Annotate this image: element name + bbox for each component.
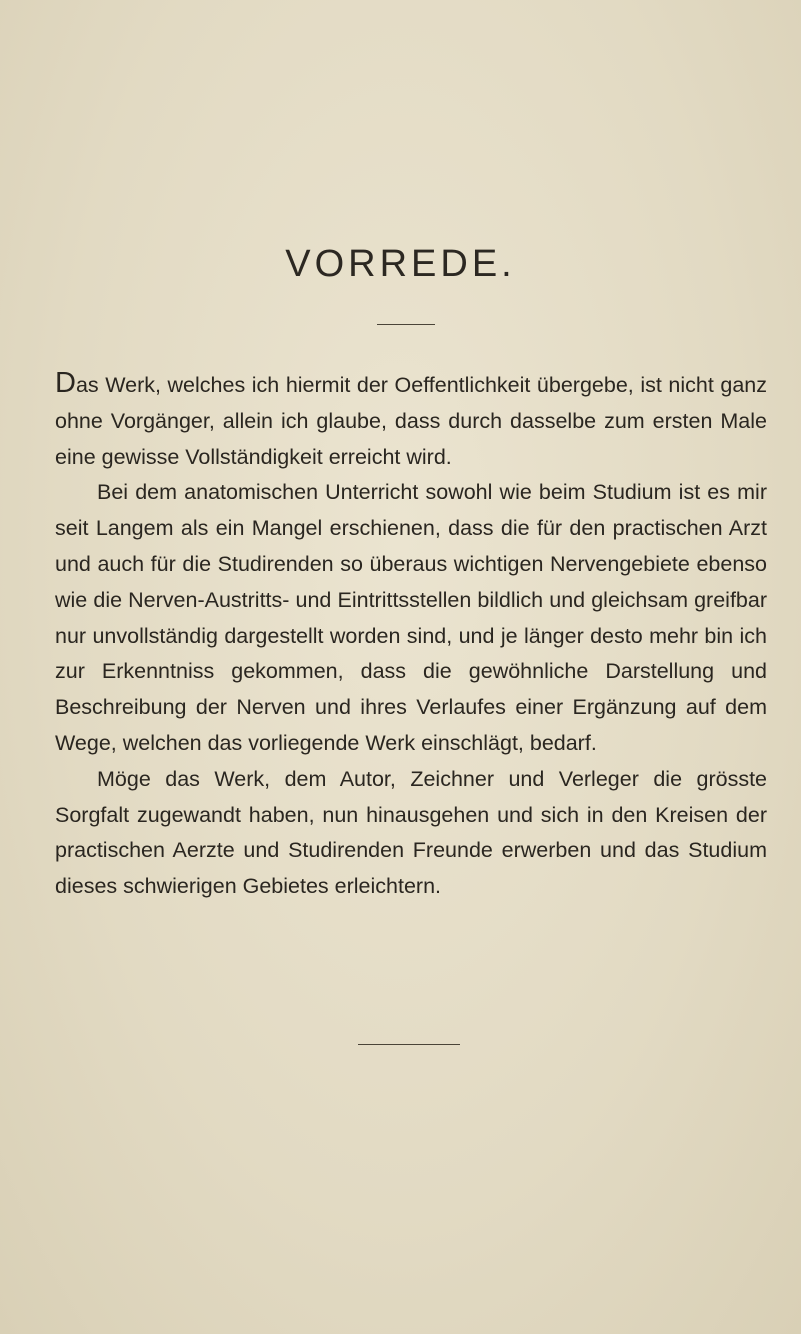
paragraph-3: Möge das Werk, dem Autor, Zeichner und Verleger die grösste Sorgfalt zugewandt haben, nun hinausgehen und sich in den Kreisen der practischen Aerzte und Studirenden Freunde erwerben und das Studium dieses schwierigen Gebietes erleichtern. <box>55 766 767 899</box>
closing-divider <box>358 1044 460 1045</box>
paragraph-1 <box>55 368 767 475</box>
title-divider <box>377 324 435 325</box>
preface-body <box>55 368 767 905</box>
paragraph-1-text: as Werk, welches ich hiermit der Oeffentlichkeit übergebe, ist nicht ganz ohne Vorgänger, allein ich glaube, dass durch dasselbe zum ersten Male eine gewisse Vollständigkeit erreicht wird. <box>55 373 767 469</box>
page-title: VORREDE. <box>285 243 516 286</box>
initial-letter: D <box>55 367 76 399</box>
paragraph-2: Bei dem anatomischen Unterricht sowohl wie beim Studium ist es mir seit Langem als ein Mangel erschienen, dass die für den practischen Arzt und auch für die Studirenden so überaus wichtigen Nervengebiete ebenso wie die Nerven-Austritts- und Eintrittsstellen bildlich und gleichsam greifbar nur unvollständig dargestellt worden sind, und je länger desto mehr bin ich zur Erkenntniss gekommen, dass die gewöhnliche Darstellung und Beschreibung der Nerven und ihres Verlaufes einer Ergänzung auf dem Wege, welchen das vorliegende Werk einschlägt, bedarf. <box>55 480 767 755</box>
